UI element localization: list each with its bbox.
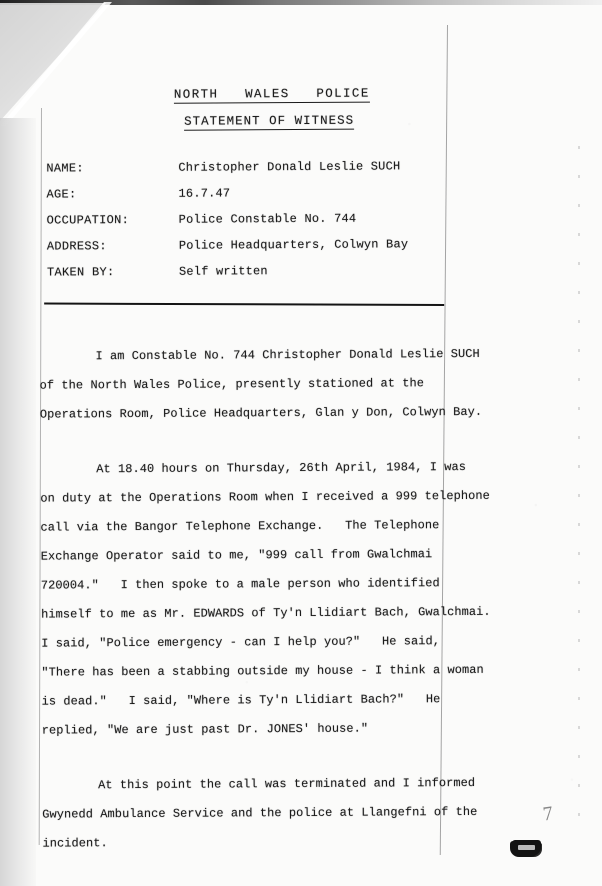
statement-line: I said, "Police emergency - can I help you?" He said, bbox=[41, 634, 441, 651]
statement-line: I am Constable No. 744 Christopher Donald Leslie SUCH bbox=[95, 346, 480, 364]
paragraph-call-account bbox=[40, 453, 491, 745]
statement-line: of the North Wales Police, presently stationed at the bbox=[39, 376, 425, 393]
statement-line: call via the Bangor Telephone Exchange. The Telephone bbox=[40, 518, 440, 535]
field-value-name: Christopher Donald Leslie SUCH bbox=[178, 159, 401, 175]
field-value-occupation: Police Constable No. 744 bbox=[178, 211, 357, 227]
field-label-taken-by: TAKEN BY: bbox=[46, 265, 115, 280]
statement-line: At 18.40 hours on Thursday, 26th April, 1984, I was bbox=[96, 459, 467, 477]
statement-line: on duty at the Operations Room when I received a 999 telephone bbox=[40, 488, 490, 506]
statement-line: himself to me as Mr. EDWARDS of Ty'n Llidiart Bach, Gwalchmai. bbox=[41, 604, 491, 622]
field-row-taken-by bbox=[47, 263, 443, 291]
field-row-occupation bbox=[47, 211, 443, 239]
paragraph-call-terminated bbox=[42, 769, 478, 858]
statement-line: Operations Room, Police Headquarters, Glan y Don, Colwyn Bay. bbox=[39, 404, 483, 422]
section-divider-rule bbox=[44, 303, 444, 306]
statement-line: Exchange Operator said to me, "999 call from Gwalchmai bbox=[40, 547, 433, 564]
witness-details-block bbox=[46, 159, 443, 291]
field-label-occupation: OCCUPATION: bbox=[46, 213, 130, 228]
field-row-address bbox=[47, 237, 443, 265]
document-title-heading: STATEMENT OF WITNESS bbox=[184, 113, 355, 129]
field-label-address: ADDRESS: bbox=[46, 239, 107, 254]
field-value-taken-by: Self written bbox=[178, 264, 268, 279]
field-row-age bbox=[46, 185, 442, 213]
pencil-annotation: 7 bbox=[541, 802, 555, 826]
paragraph-identification bbox=[39, 340, 483, 429]
statement-line: is dead." I said, "Where is Ty'n Llidiart Bach?" He bbox=[41, 692, 441, 709]
field-label-name: NAME: bbox=[46, 161, 84, 176]
statement-line: replied, "We are just past Dr. JONES' house." bbox=[41, 721, 369, 738]
force-heading: NORTH WALES POLICE bbox=[173, 86, 370, 102]
field-row-name bbox=[46, 159, 442, 187]
statement-body bbox=[39, 340, 491, 884]
statement-line: At this point the call was terminated and I informed bbox=[98, 775, 476, 793]
ink-stamp-smudge bbox=[512, 840, 541, 856]
statement-line: Gwynedd Ambulance Service and the police at Llangefni of the bbox=[42, 804, 478, 822]
field-value-age: 16.7.47 bbox=[178, 186, 231, 201]
field-value-address: Police Headquarters, Colwyn Bay bbox=[178, 237, 409, 253]
statement-line: incident. bbox=[42, 836, 108, 851]
statement-line: 720004." I then spoke to a male person who identified bbox=[40, 576, 440, 593]
statement-line: "There has been a stabbing outside my house - I think a woman bbox=[41, 662, 484, 680]
scan-edge-artefacts-right bbox=[578, 120, 580, 820]
field-label-age: AGE: bbox=[46, 187, 77, 202]
